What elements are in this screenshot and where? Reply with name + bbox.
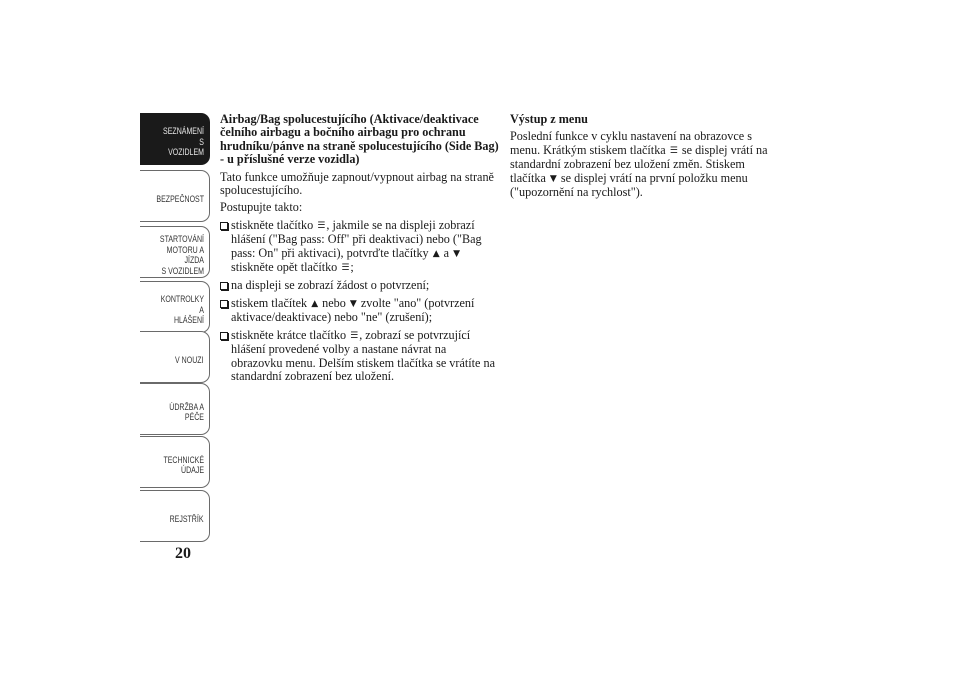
list-item: stiskněte tlačítko ☰, jakmile se na displeji zobrazí hlášení ("Bag pass: Off" při deaktivaci) nebo ("Bag pass: On" při aktivaci), potvrďte tlačítky ▲ a ▼ stiskněte opět tlačítko ☰; [220,219,500,276]
section-heading-exit-menu: Výstup z menu [510,112,588,126]
tab-startovani-motoru[interactable]: STARTOVÁNÍ MOTORU A JÍZDA S VOZIDLEM [140,226,210,278]
up-button-icon: ▲ [432,248,440,259]
section-heading-airbag: Airbag/Bag spolucestujícího (Aktivace/deaktivace čelního airbagu a bočního airbagu pro ochranu hrudníku/pánve na straně spolucestujícího (Side Bag) - u příslušné verze vozidla) [220,112,499,167]
down-button-icon: ▼ [453,248,461,259]
tab-seznameni-s-vozidlem[interactable]: SEZNÁMENÍ S VOZIDLEM [140,113,210,165]
menu-button-icon: ☰ [317,220,326,231]
page-number: 20 [175,545,191,562]
list-item: stiskem tlačítek ▲ nebo ▼ zvolte "ano" (potvrzení aktivace/deaktivace) nebo "ne" (zrušení); [220,297,500,325]
tab-bezpecnost[interactable]: BEZPEČNOST [140,170,210,222]
right-column [510,113,780,203]
tab-technicke-udaje[interactable]: TECHNICKÉ ÚDAJE [140,436,210,488]
tab-v-nouzi[interactable]: V NOUZI [140,331,210,383]
steps-label: Postupujte takto: [220,200,303,215]
menu-button-icon: ☰ [350,330,359,341]
tab-kontrolky-a-hlaseni[interactable]: KONTROLKY A HLÁŠENÍ [140,281,210,333]
menu-button-icon: ☰ [341,263,350,274]
intro-paragraph: Tato funkce umožňuje zapnout/vypnout airbag na straně spolucestujícího. [220,169,494,198]
tab-rejstrik[interactable]: REJSTŘÍK [140,490,210,542]
down-button-icon: ▼ [549,173,557,184]
list-item: stiskněte krátce tlačítko ☰, zobrazí se potvrzující hlášení provedené volby a nastane návrat na obrazovku menu. Delším stiskem tlačítka se vrátíte na standardní zobrazení bez uložení. [220,329,500,384]
list-item: na displeji se zobrazí žádost o potvrzení; [220,279,500,292]
up-button-icon: ▲ [311,298,319,309]
down-button-icon: ▼ [349,298,357,309]
exit-menu-paragraph: Poslední funkce v cyklu nastavení na obrazovce s menu. Krátkým stiskem tlačítka ☰ se displej vrátí na standardní zobrazení bez uložení změn. Stiskem tlačítka ▼ se displej vrátí na první položku menu ("upozornění na rychlost"). [510,129,768,200]
tab-udrzba-a-pece[interactable]: ÚDRŽBA A PÉČE [140,383,210,435]
left-column [220,113,500,387]
menu-button-icon: ☰ [669,145,678,156]
